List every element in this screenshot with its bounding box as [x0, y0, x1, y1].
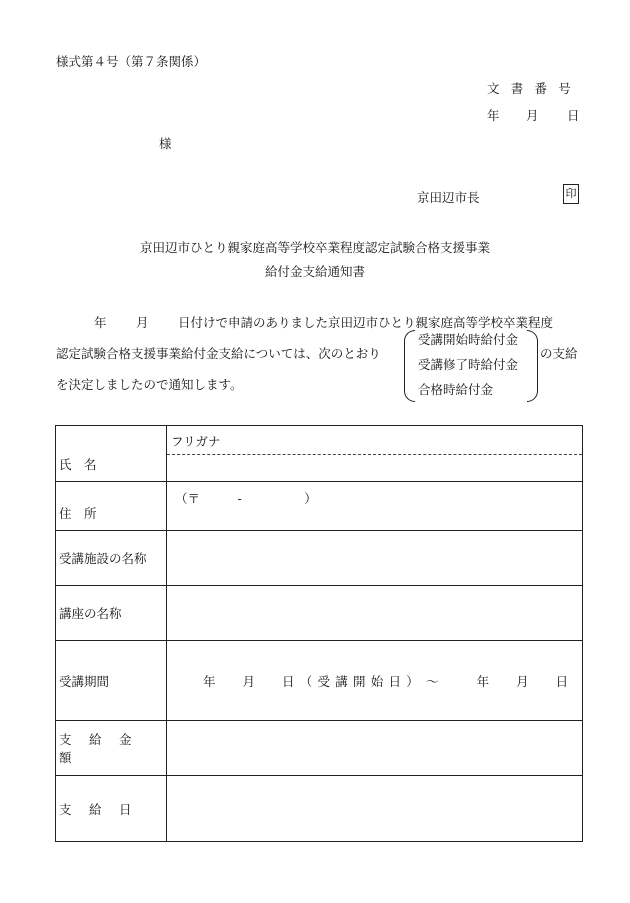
period-day2: 日 [555, 673, 569, 689]
document-number-label: 文書番号 [487, 81, 583, 96]
body-day-text: 日付けで申請のありました京田辺市ひとり親家庭高等学校卒業程度 [178, 315, 554, 330]
furigana-label: フリガナ [171, 434, 221, 449]
payment-type-options [404, 330, 538, 402]
date-day-label: 日 [567, 108, 580, 123]
furigana-divider [167, 454, 582, 455]
period-year1: 年 [203, 673, 216, 689]
course-label: 講座の名称 [56, 586, 167, 641]
right-bracket [527, 330, 538, 402]
table-row-address [56, 482, 583, 531]
address-field[interactable] [167, 482, 583, 531]
period-label: 受講期間 [56, 641, 167, 721]
body-year: 年 [94, 315, 107, 330]
postal-code-field: （〒 - ） [175, 491, 317, 506]
table-row-course [56, 586, 583, 641]
address-label: 住 所 [56, 482, 167, 531]
body-paragraph-line2: 認定試験合格支援事業給付金支給については、次のとおり [56, 346, 381, 361]
amount-field[interactable] [167, 721, 583, 776]
issuer-name: 京田辺市長 [417, 190, 480, 205]
amount-label: 支給金額 [56, 721, 167, 776]
body-line2-suffix: の支給 [540, 346, 578, 361]
table-row-name [56, 426, 583, 482]
table-row-payday [56, 776, 583, 842]
left-bracket [404, 330, 415, 402]
period-field[interactable] [167, 641, 583, 721]
facility-field[interactable] [167, 531, 583, 586]
form-number: 様式第４号（第７条関係） [56, 54, 207, 69]
period-tilde: ～ [426, 673, 439, 689]
seal-box: 印 [563, 184, 579, 204]
document-title-line1: 京田辺市ひとり親家庭高等学校卒業程度認定試験合格支援事業 [139, 240, 490, 255]
period-month2: 月 [516, 673, 529, 689]
period-month1: 月 [242, 673, 256, 689]
facility-label: 受講施設の名称 [56, 531, 167, 586]
period-year2: 年 [476, 673, 490, 689]
option-pass-benefit: 合格時給付金 [418, 382, 494, 397]
addressee-suffix: 様 [159, 136, 172, 151]
option-completion-benefit: 受講修了時給付金 [418, 357, 519, 372]
name-field[interactable] [167, 426, 583, 482]
payday-label: 支給日 [56, 776, 167, 842]
table-row-facility [56, 531, 583, 586]
body-paragraph-line3: を決定しましたので通知します。 [56, 377, 243, 392]
period-start-day: 日（受講開始日） [282, 673, 425, 689]
date-month-label: 月 [526, 108, 539, 123]
info-table [55, 425, 583, 842]
table-row-amount [56, 721, 583, 776]
option-start-benefit: 受講開始時給付金 [418, 332, 519, 347]
body-month: 月 [136, 315, 149, 330]
table-row-period [56, 641, 583, 721]
date-year-label: 年 [487, 108, 500, 123]
document-title-line2: 給付金支給通知書 [264, 264, 365, 279]
payday-field[interactable] [167, 776, 583, 842]
course-field[interactable] [167, 586, 583, 641]
name-label: 氏 名 [56, 426, 167, 482]
